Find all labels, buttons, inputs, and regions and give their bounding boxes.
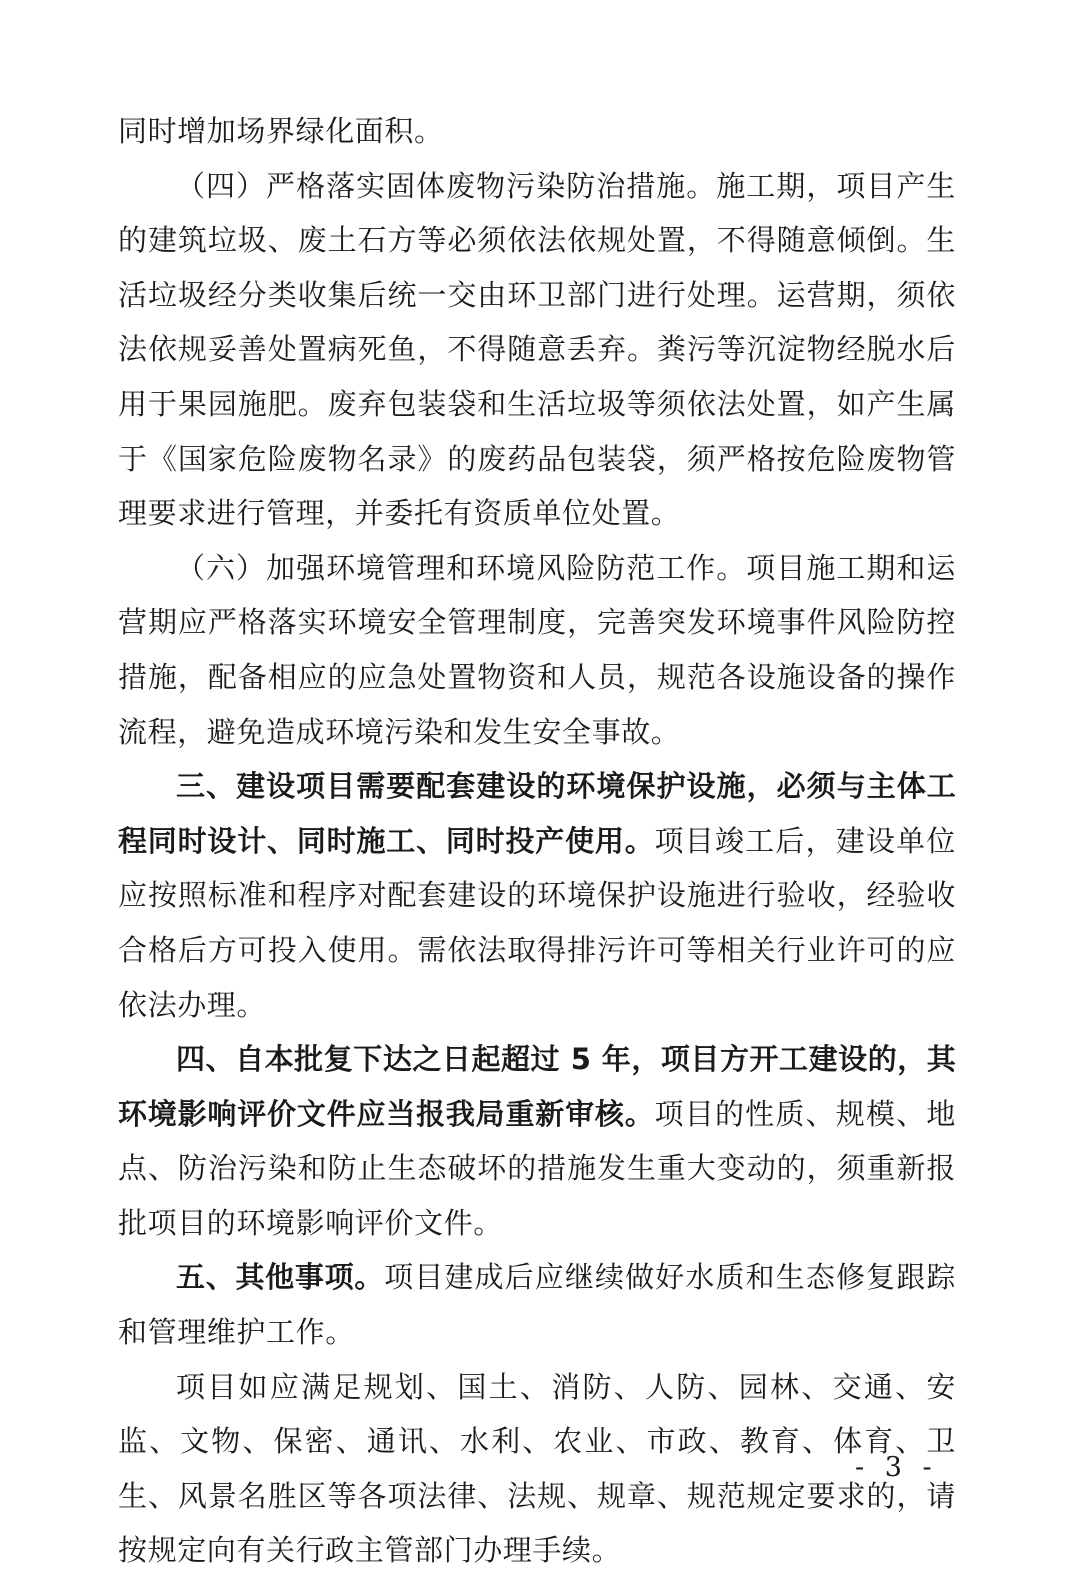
paragraph-environmental-risk-management xyxy=(118,541,956,759)
paragraph-continuation-greening xyxy=(118,104,956,159)
paragraph-solid-waste-measures xyxy=(118,159,956,541)
paragraph-text: （四）严格落实固体废物污染防治措施。施工期，项目产生的建筑垃圾、废土石方等必须依法依规处置，不得随意倾倒。生活垃圾经分类收集后统一交由环卫部门进行处理。运营期，须依法依规妥善处置病死鱼，不得随意丢弃。粪污等沉淀物经脱水后用于果园施肥。废弃包装袋和生活垃圾等须依法处置，如产生属于《国家危险废物名录》的废药品包装袋，须严格按危险废物管理要求进行管理，并委托有资质单位处置。 xyxy=(118,168,956,531)
paragraph-text: （六）加强环境管理和环境风险防范工作。项目施工期和运营期应严格落实环境安全管理制度，完善突发环境事件风险防控措施，配备相应的应急处置物资和人员，规范各设施设备的操作流程，避免造成环境污染和发生安全事故。 xyxy=(118,550,956,749)
paragraph-item-four-five-year-review xyxy=(118,1032,956,1250)
paragraph-text: 项目的性质、规模、地点、防治污染和防止生态破坏的措施发生重大变动的，须重新报批项目的环境影响评价文件。 xyxy=(118,1096,956,1240)
paragraph-text: 项目竣工后，建设单位应按照标准和程序对配套建设的环境保护设施进行验收，经验收合格后方可投入使用。需依法取得排污许可等相关行业许可的应依法办理。 xyxy=(118,823,956,1022)
document-page xyxy=(118,104,956,1578)
paragraph-text: 项目如应满足规划、国土、消防、人防、园林、交通、安监、文物、保密、通讯、水利、农业、市政、教育、体育、卫生、风景名胜区等各项法律、法规、规章、规范规定要求的，请按规定向有关行政主管部门办理手续。 xyxy=(118,1369,956,1568)
paragraph-lead-bold: 三、建设项目需要配套建设的环境保护设施，必须与主体工程同时设计、同时施工、同时投产使用。 xyxy=(118,769,956,858)
paragraph-lead-bold: 四、自本批复下达之日起超过 5 年，项目方开工建设的，其环境影响评价文件应当报我局重新审核。 xyxy=(118,1042,956,1131)
paragraph-item-three-protection-facilities xyxy=(118,759,956,1032)
paragraph-text: 项目建成后应继续做好水质和生态修复跟踪和管理维护工作。 xyxy=(118,1260,956,1350)
paragraph-item-five-other-matters xyxy=(118,1250,956,1359)
paragraph-administrative-procedures xyxy=(118,1360,956,1578)
paragraph-lead-bold: 五、其他事项。 xyxy=(176,1260,385,1295)
paragraph-text: 同时增加场界绿化面积。 xyxy=(118,114,444,148)
page-number: - 3 - xyxy=(855,1452,938,1483)
